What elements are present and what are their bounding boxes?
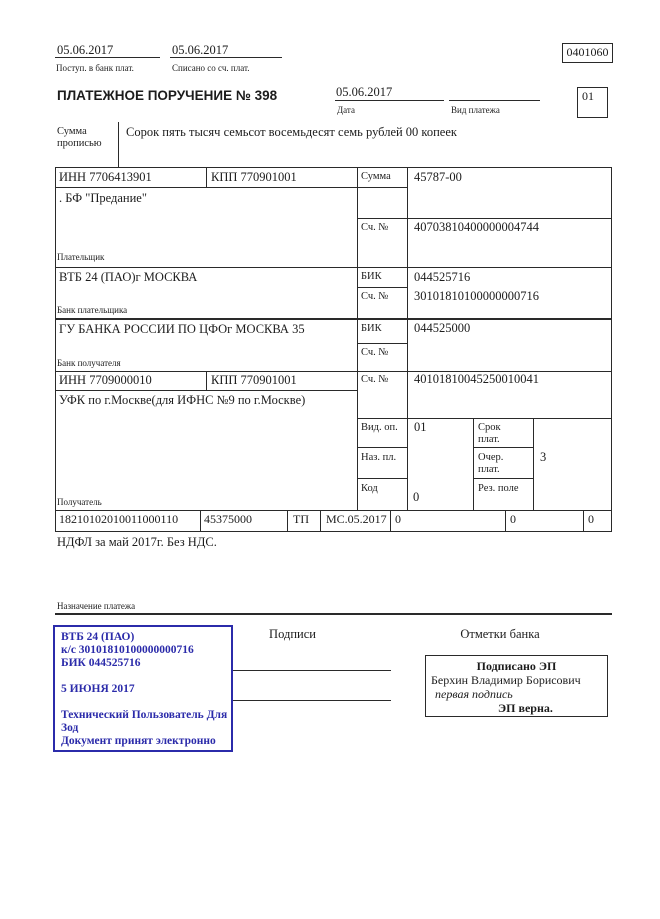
stamp-line: к/с 30101810100000000716: [61, 644, 194, 656]
payer-inn: ИНН 7706413901: [59, 170, 152, 184]
tax-type: 0: [588, 512, 594, 526]
payee-kpp: КПП 770901001: [211, 373, 297, 387]
payer-bank-bik-label: БИК: [361, 271, 382, 282]
date-debited-label: Списано со сч. плат.: [172, 63, 250, 73]
op-kind-label: Вид. оп.: [361, 422, 398, 433]
stamp-line: [61, 696, 225, 709]
esign-verified: ЭП верна.: [498, 701, 553, 715]
tax-oktmo: 45375000: [204, 512, 252, 526]
payer-label: Плательщик: [57, 252, 105, 262]
payee-account-label: Сч. №: [361, 374, 389, 385]
res-field-label: Рез. поле: [478, 483, 519, 494]
payee-inn: ИНН 7709000010: [59, 373, 152, 387]
tax-kbk: 18210102010011000110: [59, 512, 179, 526]
payee-bank-label: Банк получателя: [57, 358, 121, 368]
bank-stamp: [53, 625, 233, 752]
payer-bank-name: ВТБ 24 (ПАО)г МОСКВА: [59, 270, 198, 284]
code-label: Код: [361, 483, 378, 494]
order-value: 3: [540, 450, 547, 464]
sum-label: Сумма: [361, 171, 391, 182]
document-date: 05.06.2017: [336, 85, 393, 99]
stamp-line: БИК 044525716: [61, 657, 141, 669]
document-title: ПЛАТЕЖНОЕ ПОРУЧЕНИЕ № 398: [57, 88, 278, 103]
payee-bank-bik-value: 044525000: [414, 321, 471, 335]
stamp-line: Документ принят электронно: [61, 735, 216, 747]
bank-marks-heading: Отметки банка: [460, 627, 540, 641]
stamp-line: Зод: [61, 722, 79, 734]
payee-bank-account-label: Сч. №: [361, 347, 389, 358]
payer-account-label: Сч. №: [361, 222, 389, 233]
payer-bank-account-label: Сч. №: [361, 291, 389, 302]
pay-purpose-label: Наз. пл.: [361, 452, 397, 463]
signature-line: [233, 700, 391, 701]
payee-bank-bik-label: БИК: [361, 323, 382, 334]
date-label: Дата: [337, 105, 355, 115]
order-label: Очер. плат.: [478, 452, 504, 475]
tax-doc-number: 0: [395, 512, 401, 526]
esign-title: Подписано ЭП: [476, 659, 557, 673]
amount-words-label: Сумма прописью: [57, 126, 102, 149]
signatures-heading: Подписи: [269, 627, 316, 641]
payment-kind-code: 01: [582, 89, 594, 103]
signature-line: [233, 670, 391, 671]
esignature-box: [425, 655, 608, 717]
date-received-value: 05.06.2017: [57, 43, 114, 57]
tax-period: МС.05.2017: [326, 512, 387, 526]
payment-type-label: Вид платежа: [451, 105, 500, 115]
term-label: Срок плат.: [478, 422, 501, 445]
divider: [118, 122, 119, 167]
purpose-text: НДФЛ за май 2017г. Без НДС.: [57, 535, 217, 549]
tax-basis: ТП: [293, 512, 309, 526]
stamp-line: ВТБ 24 (ПАО): [61, 631, 135, 643]
stamp-line: Технический Пользователь Для: [61, 709, 228, 721]
payer-bank-bik-value: 044525716: [414, 270, 471, 284]
form-code: 0401060: [566, 45, 609, 59]
purpose-label: Назначение платежа: [57, 601, 136, 611]
date-debited-value: 05.06.2017: [172, 43, 229, 57]
stamp-line: [61, 670, 225, 683]
payee-bank-name: ГУ БАНКА РОССИИ ПО ЦФОг МОСКВА 35: [59, 322, 305, 336]
tax-doc-date: 0: [510, 512, 516, 526]
esign-role: первая подпись: [435, 687, 513, 701]
sum-value: 45787-00: [414, 170, 462, 184]
payee-label: Получатель: [57, 497, 102, 507]
op-kind-value: 01: [414, 420, 427, 434]
payee-name: УФК по г.Москве(для ИФНС №9 по г.Москве): [59, 393, 306, 407]
date-received-label: Поступ. в банк плат.: [56, 63, 134, 73]
payer-account-value: 40703810400000004744: [414, 220, 539, 234]
esign-name: Берхин Владимир Борисович: [431, 673, 581, 687]
payee-account-value: 40101810045250010041: [414, 372, 539, 386]
payer-bank-account-value: 30101810100000000716: [414, 289, 539, 303]
code-value: 0: [413, 490, 420, 504]
amount-words-value: Сорок пять тысяч семьсот восемьдесят семь рублей 00 копеек: [126, 125, 457, 139]
payer-name: . БФ "Предание": [59, 191, 147, 205]
stamp-line: 5 ИЮНЯ 2017: [61, 683, 135, 695]
payer-kpp: КПП 770901001: [211, 170, 297, 184]
payer-bank-label: Банк плательщика: [57, 305, 128, 315]
